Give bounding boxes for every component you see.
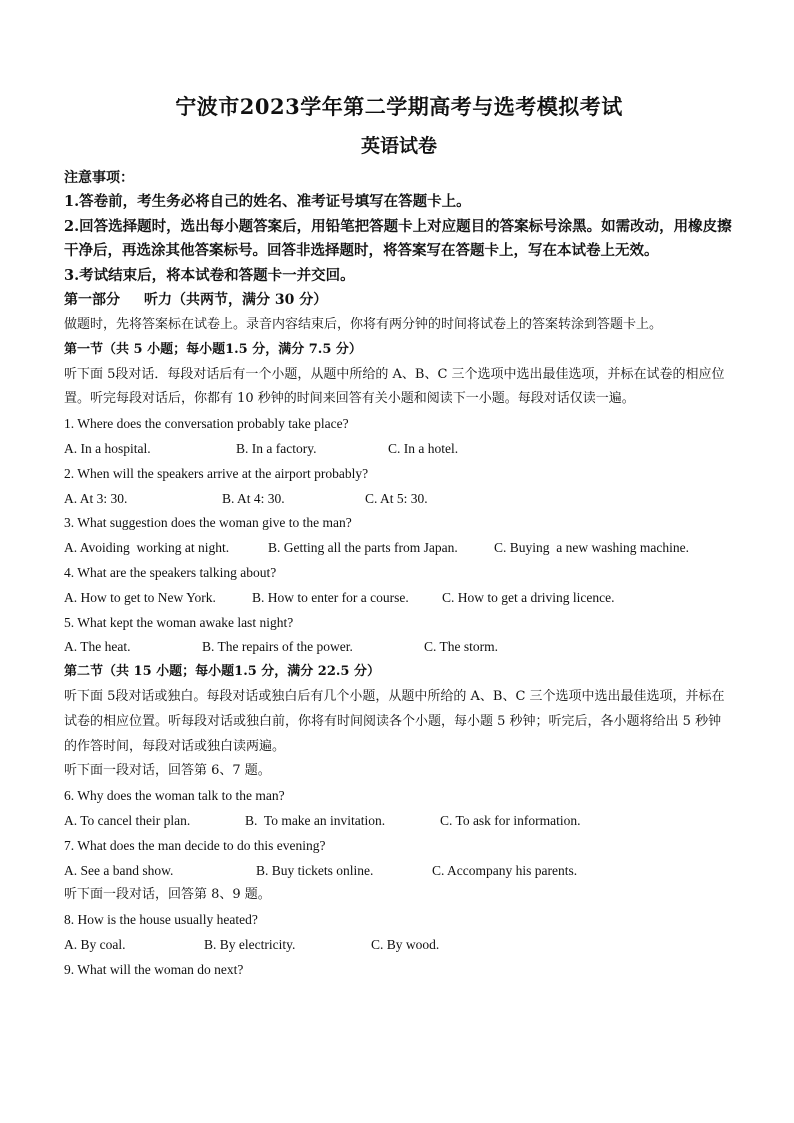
notice-item-3: 3.考试结束后，将本试卷和答题卡一并交回。 xyxy=(64,266,355,284)
question-3-stem: 3. What suggestion does the woman give to the man? xyxy=(64,515,352,531)
question-1-stem: 1. Where does the conversation probably take place? xyxy=(64,416,349,432)
notice-item-1: 1.答卷前，考生务必将自己的姓名、准考证号填写在答题卡上。 xyxy=(64,193,471,210)
question-1-options xyxy=(64,437,734,462)
part1-heading-detail: 听力（共两节，满分 30 分） xyxy=(144,292,328,308)
q8-option-c: C. By wood. xyxy=(371,936,440,952)
part1-heading-label: 第一部分 xyxy=(64,292,120,308)
q2-option-c: C. At 5: 30. xyxy=(365,490,428,506)
part1-heading xyxy=(64,288,734,313)
q5-option-c: C. The storm. xyxy=(424,639,498,655)
question-9-stem: 9. What will the woman do next? xyxy=(64,961,244,977)
exam-subtitle: 英语试卷 xyxy=(360,135,437,157)
question-5-options xyxy=(64,635,734,660)
q4-option-b: B. How to enter for a course. xyxy=(252,589,409,605)
group1-intro: 听下面一段对话，回答第 6、7 题。 xyxy=(64,763,271,779)
question-2-stem: 2. When will the speakers arrive at the airport probably? xyxy=(64,465,369,481)
q5-option-a: A. The heat. xyxy=(64,639,131,655)
q8-option-a: A. By coal. xyxy=(64,936,126,952)
question-3-options xyxy=(64,536,734,561)
section2-heading: 第二节（共 15 小题；每小题1.5 分，满分 22.5 分） xyxy=(64,664,380,680)
q1-option-a: A. In a hospital. xyxy=(64,440,151,456)
section1-instruction: 听下面 5段对话．每段对话后有一个小题，从题中所给的 A、B、C 三个选项中选出最佳选项，并标在试卷的相应位置。听完每段对话后，你都有 10 秒钟的时间来回答有关小题和阅读下一小题。每段对话仅读一遍。 xyxy=(64,366,725,407)
q7-option-b: B. Buy tickets online. xyxy=(256,862,374,878)
q2-option-a: A. At 3: 30. xyxy=(64,490,128,506)
section2-instruction: 听下面 5段对话或独白。每段对话或独白后有几个小题，从题中所给的 A、B、C 三个选项中选出最佳选项，并标在试卷的相应位置。听每段对话或独白前，你将有时间阅读各个小题，每小题 5 秒钟；听完后，各小题将给出 5 秒钟的作答时间，每段对话或独白读两遍。 xyxy=(64,688,725,754)
q3-option-b: B. Getting all the parts from Japan. xyxy=(268,540,458,556)
q3-option-c: C. Buying a new washing machine. xyxy=(494,540,689,556)
q3-option-a: A. Avoiding working at night. xyxy=(64,540,230,556)
section1-heading: 第一节（共 5 小题；每小题1.5 分，满分 7.5 分） xyxy=(64,341,362,357)
q1-option-c: C. In a hotel. xyxy=(388,440,459,456)
q7-option-a: A. See a band show. xyxy=(64,862,174,878)
question-6-options xyxy=(64,809,734,834)
q2-option-b: B. At 4: 30. xyxy=(222,490,285,506)
q5-option-b: B. The repairs of the power. xyxy=(202,639,353,655)
q1-option-b: B. In a factory. xyxy=(236,440,317,456)
question-8-options xyxy=(64,933,734,958)
question-4-options xyxy=(64,586,734,611)
question-6-stem: 6. Why does the woman talk to the man? xyxy=(64,788,285,804)
notice-heading: 注意事项： xyxy=(64,170,134,186)
question-7-options xyxy=(64,859,734,884)
q4-option-a: A. How to get to New York. xyxy=(64,589,216,605)
question-4-stem: 4. What are the speakers talking about? xyxy=(64,564,277,580)
exam-title: 宁波市2023学年第二学期高考与选考模拟考试 xyxy=(175,94,623,119)
q8-option-b: B. By electricity. xyxy=(204,936,296,952)
question-8-stem: 8. How is the house usually heated? xyxy=(64,912,258,928)
q4-option-c: C. How to get a driving licence. xyxy=(442,589,615,605)
question-7-stem: 7. What does the man decide to do this evening? xyxy=(64,837,326,853)
question-5-stem: 5. What kept the woman awake last night? xyxy=(64,614,294,630)
q6-option-a: A. To cancel their plan. xyxy=(64,812,191,828)
notice-item-2: 2.回答选择题时，选出每小题答案后，用铅笔把答题卡上对应题目的答案标号涂黑。如需改动，用橡皮擦干净后，再选涂其他答案标号。回答非选择题时，将答案写在答题卡上，写在本试卷上无效。 xyxy=(64,217,732,259)
q7-option-c: C. Accompany his parents. xyxy=(432,862,578,878)
question-2-options xyxy=(64,487,734,512)
group2-intro: 听下面一段对话，回答第 8、9 题。 xyxy=(64,887,271,903)
q6-option-b: B. To make an invitation. xyxy=(245,812,386,828)
q6-option-c: C. To ask for information. xyxy=(440,812,581,828)
part1-instruction: 做题时，先将答案标在试卷上。录音内容结束后，你将有两分钟的时间将试卷上的答案转涂到答题卡上。 xyxy=(64,317,663,332)
